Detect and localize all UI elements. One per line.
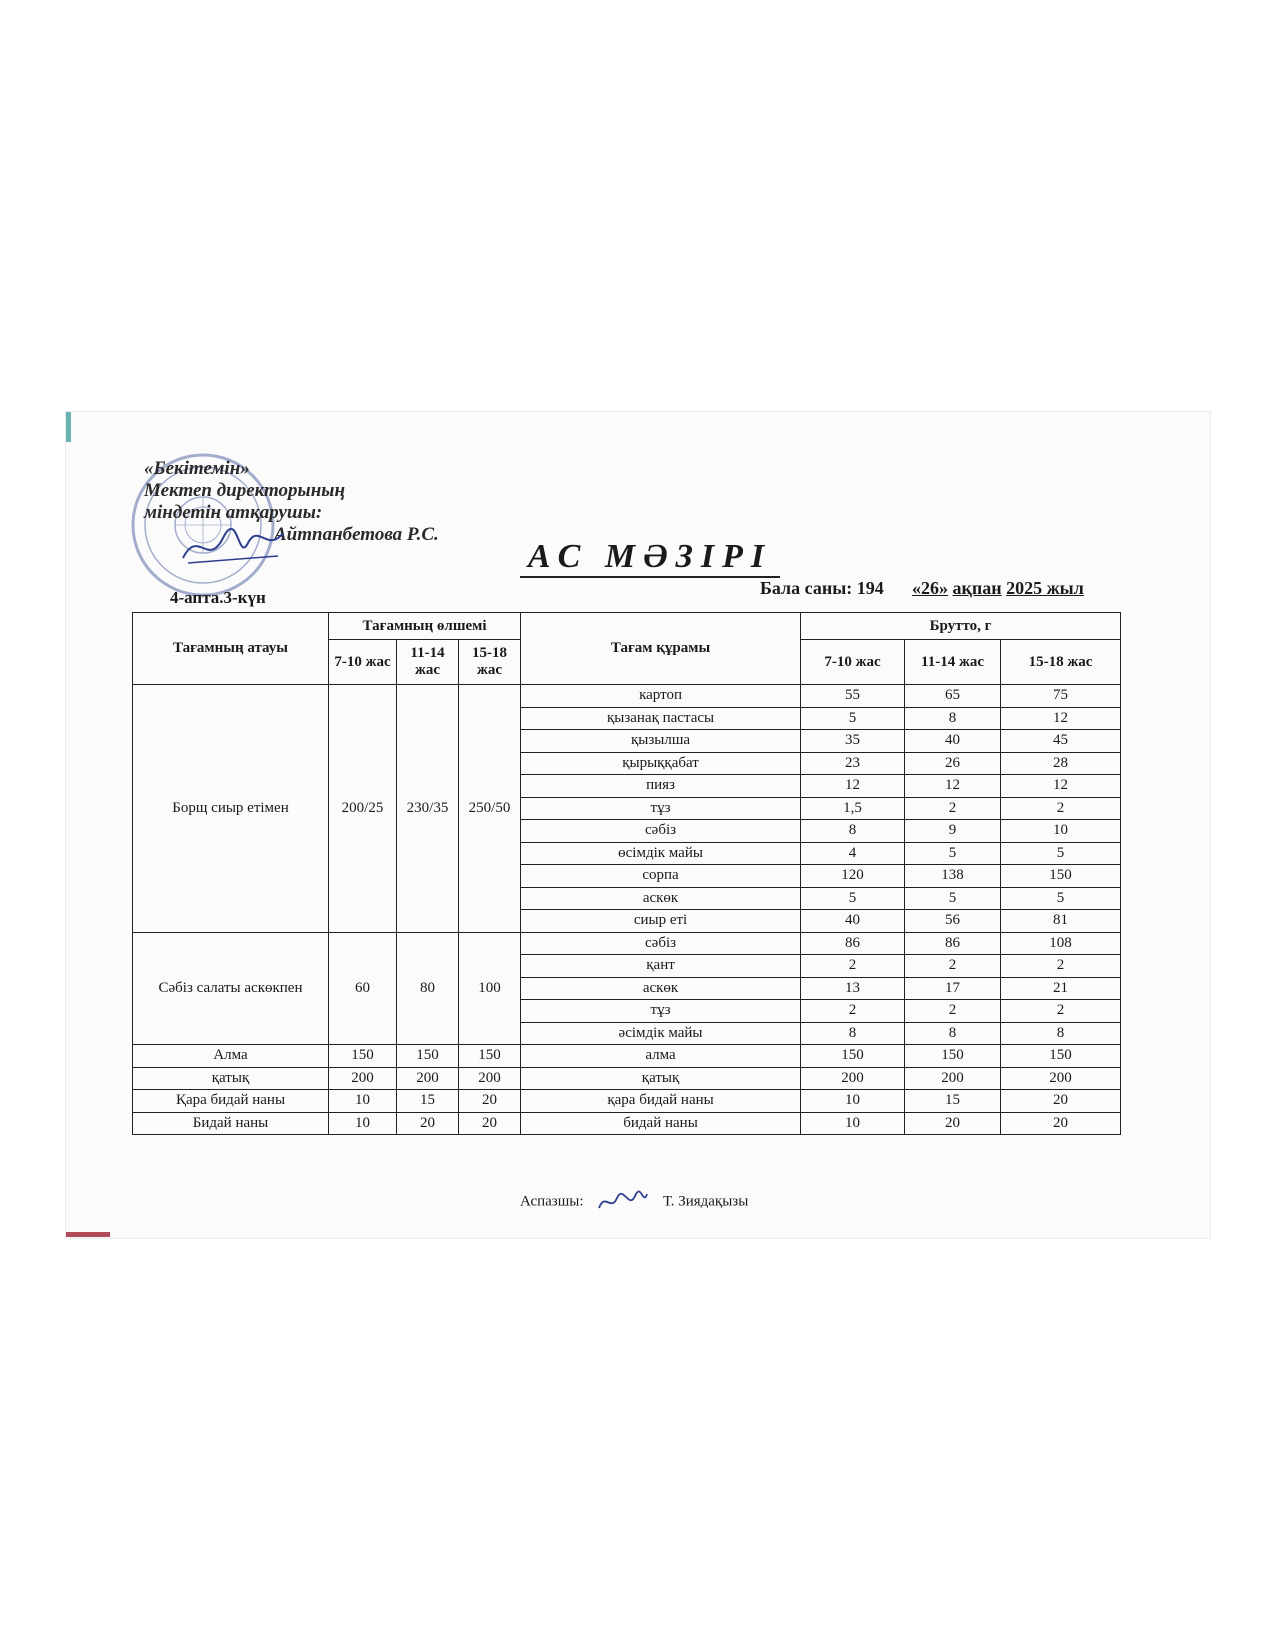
ingredient-name: аскөк: [521, 887, 801, 910]
brutto-value: 2: [801, 955, 905, 978]
dish-portion: 150: [397, 1045, 459, 1068]
brutto-value: 4: [801, 842, 905, 865]
brutto-value: 75: [1001, 685, 1121, 708]
dish-name: Қара бидай наны: [133, 1090, 329, 1113]
brutto-value: 8: [1001, 1022, 1121, 1045]
brutto-value: 108: [1001, 932, 1121, 955]
brutto-value: 20: [1001, 1112, 1121, 1135]
dish-portion: 10: [329, 1090, 397, 1113]
ingredient-name: қант: [521, 955, 801, 978]
brutto-value: 15: [905, 1090, 1001, 1113]
brutto-value: 150: [905, 1045, 1001, 1068]
brutto-value: 5: [905, 887, 1001, 910]
approval-name: Айтпанбетова Р.С.: [274, 524, 439, 545]
ingredient-name: сәбіз: [521, 820, 801, 843]
brutto-value: 150: [1001, 865, 1121, 888]
brutto-value: 28: [1001, 752, 1121, 775]
ingredient-name: өсімдік майы: [521, 842, 801, 865]
brutto-value: 150: [1001, 1045, 1121, 1068]
brutto-value: 200: [905, 1067, 1001, 1090]
menu-date: [912, 578, 1084, 599]
brutto-value: 12: [1001, 775, 1121, 798]
table-row: [133, 1067, 1121, 1090]
header-composition: Тағам құрамы: [521, 613, 801, 685]
brutto-value: 8: [801, 1022, 905, 1045]
cook-signature: [595, 1188, 651, 1216]
brutto-value: 2: [905, 797, 1001, 820]
brutto-value: 200: [801, 1067, 905, 1090]
dish-portion: 60: [329, 932, 397, 1045]
brutto-value: 81: [1001, 910, 1121, 933]
brutto-value: 5: [801, 707, 905, 730]
brutto-value: 5: [801, 887, 905, 910]
brutto-value: 35: [801, 730, 905, 753]
dish-name: Алма: [133, 1045, 329, 1068]
header-brutto: Брутто, г: [801, 613, 1121, 640]
dish-portion: 150: [459, 1045, 521, 1068]
ingredient-name: қатық: [521, 1067, 801, 1090]
header-dish-name: Тағамның атауы: [133, 613, 329, 685]
dish-portion: 15: [397, 1090, 459, 1113]
sheet-edge-mark: [66, 412, 71, 442]
brutto-value: 200: [1001, 1067, 1121, 1090]
brutto-value: 2: [1001, 955, 1121, 978]
ingredient-name: аскөк: [521, 977, 801, 1000]
sheet-edge-mark: [66, 1232, 110, 1237]
dish-portion: 200/25: [329, 685, 397, 933]
ingredient-name: сорпа: [521, 865, 801, 888]
ingredient-name: алма: [521, 1045, 801, 1068]
brutto-value: 2: [1001, 797, 1121, 820]
brutto-value: 10: [1001, 820, 1121, 843]
ingredient-name: қара бидай наны: [521, 1090, 801, 1113]
brutto-value: 40: [905, 730, 1001, 753]
brutto-value: 10: [801, 1090, 905, 1113]
ingredient-name: әсімдік майы: [521, 1022, 801, 1045]
dish-portion: 230/35: [397, 685, 459, 933]
header-portion-age: 15-18 жас: [459, 640, 521, 685]
brutto-value: 12: [1001, 707, 1121, 730]
brutto-value: 120: [801, 865, 905, 888]
brutto-value: 2: [1001, 1000, 1121, 1023]
table-row: [133, 685, 1121, 708]
dish-portion: 80: [397, 932, 459, 1045]
brutto-value: 9: [905, 820, 1001, 843]
menu-table: [132, 612, 1121, 1135]
dish-portion: 200: [329, 1067, 397, 1090]
brutto-value: 23: [801, 752, 905, 775]
dish-portion: 20: [397, 1112, 459, 1135]
brutto-value: 138: [905, 865, 1001, 888]
ingredient-name: қызылша: [521, 730, 801, 753]
brutto-value: 2: [905, 1000, 1001, 1023]
dish-name: Сәбіз салаты аскөкпен: [133, 932, 329, 1045]
ingredient-name: картоп: [521, 685, 801, 708]
date-day: «26»: [912, 578, 948, 598]
header-brutto-age: 7-10 жас: [801, 640, 905, 685]
brutto-value: 150: [801, 1045, 905, 1068]
ingredient-name: пияз: [521, 775, 801, 798]
brutto-value: 8: [905, 707, 1001, 730]
brutto-value: 5: [1001, 842, 1121, 865]
brutto-value: 2: [905, 955, 1001, 978]
brutto-value: 5: [905, 842, 1001, 865]
dish-name: Борщ сиыр етімен: [133, 685, 329, 933]
brutto-value: 13: [801, 977, 905, 1000]
brutto-value: 1,5: [801, 797, 905, 820]
ingredient-name: қырыққабат: [521, 752, 801, 775]
ingredient-name: қызанақ пастасы: [521, 707, 801, 730]
dish-name: Бидай наны: [133, 1112, 329, 1135]
dish-portion: 20: [459, 1112, 521, 1135]
brutto-value: 5: [1001, 887, 1121, 910]
header-brutto-age: 11-14 жас: [905, 640, 1001, 685]
brutto-value: 86: [801, 932, 905, 955]
date-year: 2025 жыл: [1006, 578, 1084, 598]
brutto-value: 2: [801, 1000, 905, 1023]
ingredient-name: сәбіз: [521, 932, 801, 955]
brutto-value: 8: [801, 820, 905, 843]
brutto-value: 56: [905, 910, 1001, 933]
dish-portion: 250/50: [459, 685, 521, 933]
approval-line: міндетін атқарушы:: [144, 502, 323, 523]
dish-name: қатық: [133, 1067, 329, 1090]
brutto-value: 40: [801, 910, 905, 933]
dish-portion: 200: [459, 1067, 521, 1090]
date-month: ақпан: [952, 578, 1002, 598]
table-row: [133, 1112, 1121, 1135]
cook-name: Т. Зиядақызы: [663, 1193, 749, 1210]
header-portion: Тағамның өлшемі: [329, 613, 521, 640]
brutto-value: 45: [1001, 730, 1121, 753]
dish-portion: 150: [329, 1045, 397, 1068]
brutto-value: 17: [905, 977, 1001, 1000]
brutto-value: 12: [801, 775, 905, 798]
dish-portion: 10: [329, 1112, 397, 1135]
cook-label: Аспазшы:: [520, 1193, 584, 1210]
brutto-value: 10: [801, 1112, 905, 1135]
table-row: [133, 1045, 1121, 1068]
dish-portion: 100: [459, 932, 521, 1045]
ingredient-name: сиыр еті: [521, 910, 801, 933]
ingredient-name: тұз: [521, 797, 801, 820]
header-brutto-age: 15-18 жас: [1001, 640, 1121, 685]
brutto-value: 20: [1001, 1090, 1121, 1113]
page-title: АС МӘЗІРІ: [520, 538, 780, 578]
brutto-value: 55: [801, 685, 905, 708]
brutto-value: 26: [905, 752, 1001, 775]
week-day-label: 4-апта.3-күн: [170, 588, 266, 607]
cook-signature-line: [520, 1188, 748, 1216]
ingredient-name: бидай наны: [521, 1112, 801, 1135]
children-count: Бала саны: 194: [760, 578, 884, 598]
header-portion-age: 7-10 жас: [329, 640, 397, 685]
director-signature: [178, 518, 288, 578]
dish-portion: 200: [397, 1067, 459, 1090]
brutto-value: 20: [905, 1112, 1001, 1135]
header-portion-age: 11-14 жас: [397, 640, 459, 685]
brutto-value: 86: [905, 932, 1001, 955]
table-row: [133, 1090, 1121, 1113]
approval-line: Мектеп директорының: [144, 480, 346, 501]
table-row: [133, 932, 1121, 955]
ingredient-name: тұз: [521, 1000, 801, 1023]
brutto-value: 21: [1001, 977, 1121, 1000]
brutto-value: 8: [905, 1022, 1001, 1045]
brutto-value: 65: [905, 685, 1001, 708]
brutto-value: 12: [905, 775, 1001, 798]
approval-line: «Бекітемін»: [144, 458, 250, 479]
dish-portion: 20: [459, 1090, 521, 1113]
